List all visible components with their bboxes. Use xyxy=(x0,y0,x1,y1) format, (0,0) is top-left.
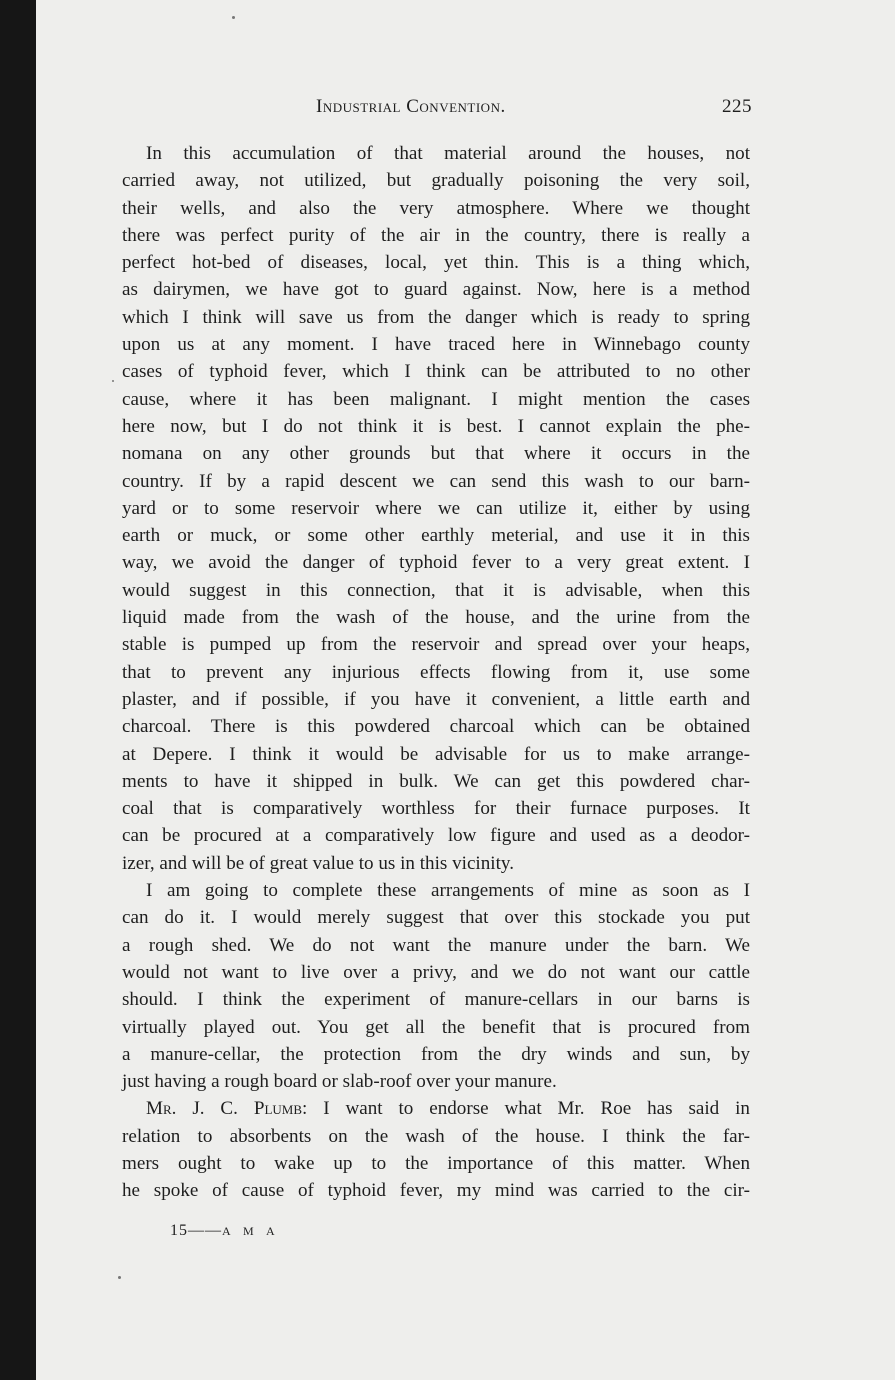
text-line: plaster, and if possible, if you have it convenient, a little earth and xyxy=(122,688,750,710)
text-line: that to prevent any injurious effects flowing from it, use some xyxy=(122,661,750,683)
text-line: at Depere. I think it would be advisable for us to make arrange- xyxy=(122,743,750,765)
signature-dash: —— xyxy=(188,1222,222,1239)
text-line: earth or muck, or some other earthly meterial, and use it in this xyxy=(122,525,750,547)
text-line: upon us at any moment. I have traced here in Winnebago county xyxy=(122,334,750,356)
text-line: as dairymen, we have got to guard against. Now, here is a method xyxy=(122,279,750,301)
text-line: would suggest in this connection, that it is advisable, when this xyxy=(122,579,750,601)
text-line: cause, where it has been malignant. I might mention the cases xyxy=(122,388,750,410)
text-line: I am going to complete these arrangements of mine as soon as I xyxy=(146,880,750,902)
text-line: just having a rough board or slab-roof over your manure. xyxy=(122,1071,557,1093)
text-line: izer, and will be of great value to us in this vicinity. xyxy=(122,852,514,874)
text-line: can do it. I would merely suggest that over this stockade you put xyxy=(122,907,750,929)
running-header xyxy=(120,96,752,126)
signature-mark xyxy=(170,1222,280,1240)
speaker-line xyxy=(122,1095,750,1122)
text-line: ments to have it shipped in bulk. We can get this powdered char- xyxy=(122,770,750,792)
text-line: can be procured at a comparatively low figure and used as a deodor- xyxy=(122,825,750,847)
text-line: here now, but I do not think it is best. I cannot explain the phe- xyxy=(122,415,750,437)
text-line: way, we avoid the danger of typhoid fever to a very great extent. I xyxy=(122,552,750,574)
text-line: perfect hot-bed of diseases, local, yet thin. This is a thing which, xyxy=(122,252,750,274)
body-text xyxy=(122,140,750,1205)
book-spine-shadow xyxy=(0,0,36,1380)
text-line: virtually played out. You get all the benefit that is procured from xyxy=(122,1016,750,1038)
text-line: nomana on any other grounds but that where it occurs in the xyxy=(122,443,750,465)
text-line: cases of typhoid fever, which I think can be attributed to no other xyxy=(122,361,750,383)
text-line: coal that is comparatively worthless for their furnace purposes. It xyxy=(122,798,750,820)
text-line: relation to absorbents on the wash of the house. I think the far- xyxy=(122,1125,750,1147)
text-line: which I think will save us from the danger which is ready to spring xyxy=(122,306,750,328)
text-line: he spoke of cause of typhoid fever, my mind was carried to the cir- xyxy=(122,1180,750,1202)
text-line: a manure-cellar, the protection from the dry winds and sun, by xyxy=(122,1043,750,1065)
signature-number: 15 xyxy=(170,1222,188,1239)
signature-letters: A M A xyxy=(222,1224,280,1238)
page-number: 225 xyxy=(722,96,752,117)
text-line: should. I think the experiment of manure-cellars in our barns is xyxy=(122,989,750,1011)
text-line: charcoal. There is this powdered charcoal which can be obtained xyxy=(122,716,750,738)
speaker-text: I want to endorse what Mr. Roe has said in xyxy=(307,1098,750,1120)
text-line: carried away, not utilized, but gradually poisoning the very soil, xyxy=(122,170,750,192)
text-line: liquid made from the wash of the house, and the urine from the xyxy=(122,607,750,629)
text-line: yard or to some reservoir where we can utilize it, either by using xyxy=(122,497,750,519)
paper-speck xyxy=(112,380,114,382)
speaker-name: Mr. J. C. Plumb: xyxy=(146,1098,308,1120)
text-line: country. If by a rapid descent we can send this wash to our barn- xyxy=(122,470,750,492)
text-line: would not want to live over a privy, and we do not want our cattle xyxy=(122,961,750,983)
text-line: stable is pumped up from the reservoir and spread over your heaps, xyxy=(122,634,750,656)
text-line: mers ought to wake up to the importance of this matter. When xyxy=(122,1152,750,1174)
text-line: there was perfect purity of the air in the country, there is really a xyxy=(122,224,750,246)
paper-speck xyxy=(118,1276,121,1279)
text-line: In this accumulation of that material around the houses, not xyxy=(146,143,750,164)
running-title: Industrial Convention. xyxy=(316,96,506,117)
text-line: a rough shed. We do not want the manure under the barn. We xyxy=(122,934,750,956)
text-line: their wells, and also the very atmosphere. Where we thought xyxy=(122,197,750,219)
paper-speck xyxy=(232,16,235,19)
